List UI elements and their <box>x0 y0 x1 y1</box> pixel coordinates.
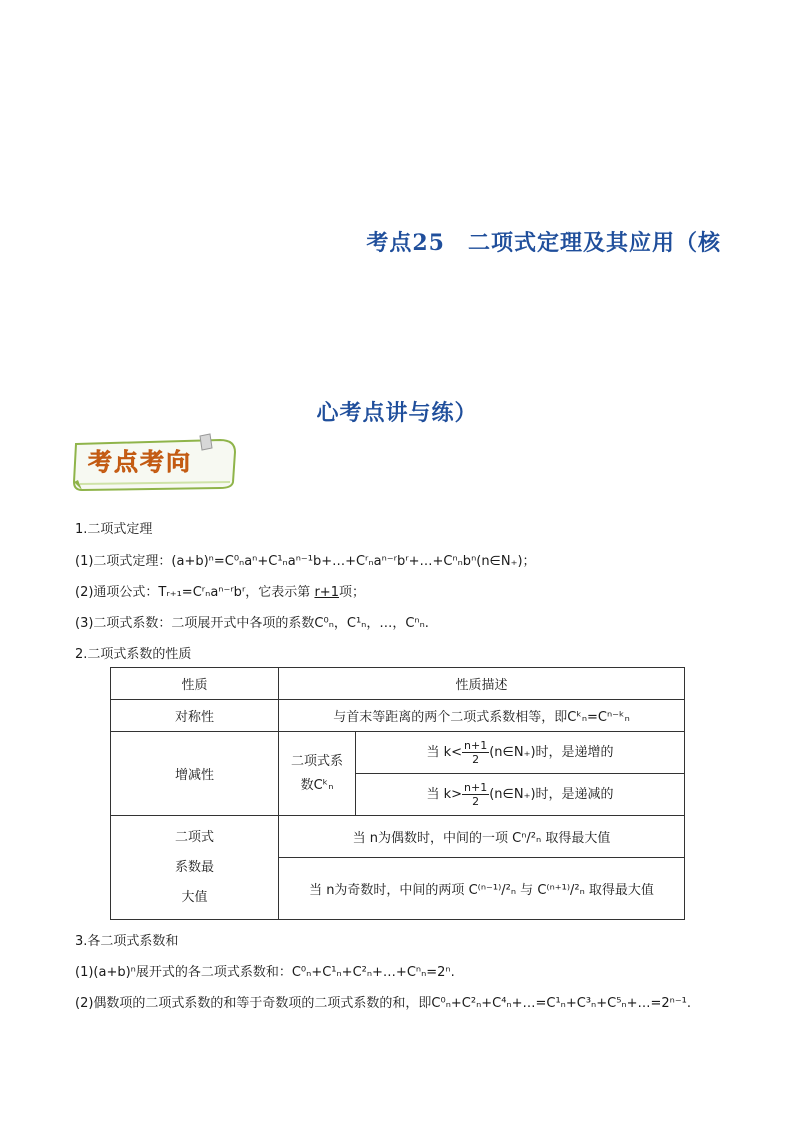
dec-prefix: 当 k> <box>426 787 463 802</box>
section2-heading: 2.二项式系数的性质 <box>75 647 192 662</box>
item2-term: r+1 <box>314 585 339 600</box>
max-odd: 当 n为奇数时，中间的两项 C⁽ⁿ⁻¹⁾/²ₙ 与 C⁽ⁿ⁺¹⁾/²ₙ 取得最大值 <box>279 858 685 920</box>
item1-formula: (a+b)ⁿ=C⁰ₙaⁿ+C¹ₙaⁿ⁻¹b+…+Cʳₙaⁿ⁻ʳbʳ+…+Cⁿₙbⁿ(n∈N₊)； <box>171 554 536 569</box>
properties-table <box>110 667 685 920</box>
inc-suffix: (n∈N₊)时，是递增的 <box>489 745 614 760</box>
max-label-line1: 二项式 <box>174 829 214 845</box>
section3-item1: (1)(a+b)ⁿ展开式的各二项式系数和：C⁰ₙ+C¹ₙ+C²ₙ+…+Cⁿₙ=2ⁿ. <box>75 965 455 980</box>
inc-frac-num: n+1 <box>464 739 488 752</box>
monotonic-decreasing <box>356 774 685 816</box>
table-header-property: 性质 <box>111 668 279 700</box>
max-label <box>111 816 279 920</box>
inc-prefix: 当 k< <box>426 745 463 760</box>
mono-sublabel-line1: 二项式系 <box>290 753 343 769</box>
section1-item2 <box>75 581 365 600</box>
item2-suffix: 项； <box>338 585 365 600</box>
section1-heading: 1.二项式定理 <box>75 522 153 537</box>
item2-formula: Tᵣ₊₁=Cʳₙaⁿ⁻ʳbʳ，它表示第 <box>158 585 311 600</box>
section3-item2: (2)偶数项的二项式系数的和等于奇数项的二项式系数的和，即C⁰ₙ+C²ₙ+C⁴ₙ+…=C¹ₙ+C³ₙ+C⁵ₙ+…=2ⁿ⁻¹. <box>75 996 692 1011</box>
dec-suffix: (n∈N₊)时，是递减的 <box>489 787 614 802</box>
table-header-description: 性质描述 <box>279 668 685 700</box>
inc-fraction <box>462 739 489 766</box>
dec-frac-num: n+1 <box>464 781 488 794</box>
page-title-line2: 心考点讲与练） <box>316 400 478 426</box>
item1-prefix: (1)二项式定理： <box>75 554 172 569</box>
page-title-line1: 考点25 二项式定理及其应用（核 <box>366 230 721 256</box>
dec-fraction <box>462 781 489 808</box>
symmetry-description: 与首末等距离的两个二项式系数相等，即Cᵏₙ=Cⁿ⁻ᵏₙ <box>279 700 685 732</box>
section1-item3: (3)二项式系数：二项展开式中各项的系数C⁰ₙ，C¹ₙ，…，Cⁿₙ. <box>75 616 429 631</box>
item2-prefix: (2)通项公式： <box>75 585 159 600</box>
section-badge <box>70 432 240 492</box>
section3-heading: 3.各二项式系数和 <box>75 934 179 949</box>
symmetry-label: 对称性 <box>111 700 279 732</box>
inc-frac-den: 2 <box>472 753 480 766</box>
mono-sublabel-line2: 数Cᵏₙ <box>300 777 334 793</box>
badge-label: 考点考向 <box>88 448 192 476</box>
monotonic-label: 增减性 <box>111 732 279 816</box>
max-label-line3: 大值 <box>181 889 208 905</box>
max-even: 当 n为偶数时，中间的一项 Cⁿ/²ₙ 取得最大值 <box>279 816 685 858</box>
max-label-line2: 系数最 <box>174 859 214 875</box>
monotonic-sublabel <box>279 732 356 816</box>
section1-item1 <box>75 550 536 569</box>
dec-frac-den: 2 <box>472 795 480 808</box>
monotonic-increasing <box>356 732 685 774</box>
